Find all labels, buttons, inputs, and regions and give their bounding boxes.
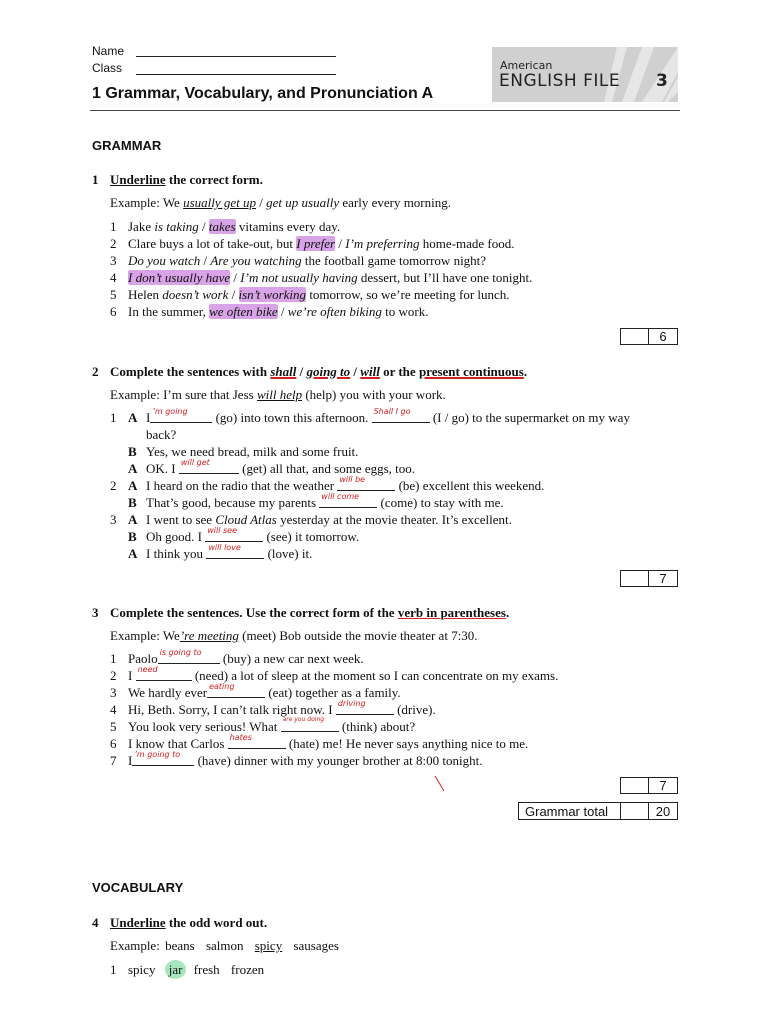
ex2-instr-pre: Complete the sentences with (110, 364, 271, 379)
ex3-blank[interactable] (132, 750, 194, 766)
ex3-instr-pre: Complete the sentences. Use the correct form of the (110, 605, 398, 620)
ex2-instr-end: . (523, 364, 528, 379)
ex4-instruction (92, 915, 267, 931)
ex1-item-sep: / (335, 236, 346, 251)
ex3-score-max: 7 (659, 778, 667, 793)
class-field[interactable] (136, 74, 336, 75)
ex1-item-sep: / (200, 253, 211, 268)
handwritten-answer: Shall I go (373, 407, 411, 416)
ex2-text: yesterday at the movie theater. It’s excellent. (276, 512, 512, 527)
ex4-word-selected[interactable]: jar (165, 960, 187, 979)
ex3-instruction (92, 605, 509, 621)
logo-big-text: ENGLISH FILE (499, 71, 621, 91)
handwritten-answer: ’m going to (134, 750, 181, 759)
ex1-option-a[interactable]: Do you watch (128, 253, 201, 268)
ex2-sep: / (350, 364, 361, 379)
ex3-item-number: 2 (110, 668, 117, 683)
ex2-keyword-will: will (360, 364, 380, 379)
ex2-keyword-going-to: going to (306, 364, 351, 379)
page-title: 1 Grammar, Vocabulary, and Pronunciation A (92, 85, 434, 102)
ex1-score-box (620, 328, 678, 345)
ex1-item-4 (110, 270, 532, 286)
ex1-example-opt2: get up usually (266, 195, 340, 210)
ex1-item-post: to work. (381, 304, 429, 319)
ex3-item-post: (buy) a new car next week. (219, 651, 364, 666)
ex2-speaker-a: A (128, 478, 138, 493)
ex4-example-word: sausages (293, 938, 339, 953)
ex2-score-max: 7 (659, 571, 667, 586)
ex2-blank[interactable] (372, 407, 430, 423)
ex1-item-pre: Clare buys a lot of take-out, but (128, 236, 297, 251)
ex2-blank[interactable] (205, 526, 263, 542)
ex2-text: (I / go) to the supermarket on my way (429, 410, 630, 425)
handwritten-answer: are you doing (282, 716, 325, 723)
ex2-line-3c (128, 543, 313, 562)
ex1-item-number: 1 (110, 219, 117, 234)
ex3-item-post: (think) about? (338, 719, 416, 734)
ex1-item-2 (110, 236, 514, 252)
ex3-item-number: 4 (110, 702, 117, 717)
header-rule (90, 110, 680, 111)
ex1-instr-underline: Underline (110, 172, 166, 187)
handwritten-answer: driving (337, 699, 366, 708)
ex1-item-pre: Jake (128, 219, 155, 234)
ex2-blank[interactable] (337, 475, 395, 491)
ex1-option-a-highlighted[interactable]: I don’t usually have (128, 270, 231, 285)
ex2-example-answer: will help (256, 387, 303, 402)
ex2-text: (come) to stay with me. (377, 495, 504, 510)
ex2-movie-title: Cloud Atlas (215, 512, 277, 527)
ex2-speaker-a: A (128, 461, 138, 476)
ex2-blank[interactable] (179, 458, 239, 474)
ex2-text: (love) it. (264, 546, 313, 561)
ex1-option-b-highlighted[interactable]: takes (208, 219, 236, 234)
ex1-example-opt1: usually get up (183, 195, 257, 210)
ex4-number: 4 (92, 915, 99, 930)
ex3-item-post: (hate) me! He never says anything nice to me. (285, 736, 529, 751)
ex1-item-post: dessert, but I’ll have one tonight. (357, 270, 533, 285)
ex2-blank[interactable] (319, 492, 377, 508)
handwritten-answer: hates (229, 733, 252, 742)
ex2-text: Oh good. I (146, 529, 206, 544)
ex2-text: (get) all that, and some eggs, too. (238, 461, 416, 476)
ex3-blank[interactable] (336, 699, 394, 715)
ex2-example (110, 387, 446, 403)
ex3-blank[interactable] (136, 665, 192, 681)
ex1-item-post: home-made food. (419, 236, 515, 251)
name-field[interactable] (136, 56, 336, 57)
ex4-instr-rest: the odd word out. (165, 915, 268, 930)
ex3-example-pre: Example: We (110, 628, 180, 643)
grammar-total-box (518, 802, 678, 820)
ex3-example-answer: ’re meeting (179, 628, 239, 643)
ex3-item-pre: We hardly ever (128, 685, 208, 700)
ex3-item-4 (110, 699, 436, 718)
english-file-logo (492, 47, 678, 102)
ex2-line-1a (110, 407, 630, 426)
ex2-keyword-shall: shall (270, 364, 297, 379)
ex3-blank[interactable] (207, 682, 265, 698)
ex1-example (110, 195, 451, 211)
ex3-item-pre: I (128, 753, 133, 768)
ex3-instr-end: . (505, 605, 510, 620)
ex3-example (110, 628, 478, 644)
ex2-keyword-present-continuous: present continuous (418, 364, 524, 379)
ex1-option-b[interactable]: I’m not usually having (240, 270, 358, 285)
ex4-instr-underline: Underline (110, 915, 166, 930)
ex2-number: 2 (92, 364, 99, 379)
grammar-total-max: 20 (655, 804, 671, 819)
ex3-item-post: (need) a lot of sleep at the moment so I can concentrate on my exams. (191, 668, 559, 683)
ex1-option-b[interactable]: we’re often biking (287, 304, 382, 319)
ex1-instr-rest: the correct form. (165, 172, 263, 187)
ex3-item-pre: I (128, 668, 136, 683)
ex1-item-6 (110, 304, 429, 320)
ex2-score-box (620, 570, 678, 587)
grammar-heading: GRAMMAR (92, 138, 162, 153)
ex3-item-pre: Paolo (128, 651, 158, 666)
class-label: Class (92, 61, 123, 75)
handwritten-answer: eating (209, 682, 235, 691)
ex3-score-box (620, 777, 678, 794)
ex1-option-b[interactable]: Are you watching (210, 253, 302, 268)
ex1-item-sep: / (198, 219, 209, 234)
ex3-item-7 (110, 750, 483, 769)
logo-small-text: American (500, 59, 553, 72)
ex3-item-number: 5 (110, 719, 117, 734)
ex2-speaker-a: A (128, 410, 138, 425)
ex1-item-number: 3 (110, 253, 117, 268)
ex2-sep: / (296, 364, 307, 379)
ex2-line-2b (128, 492, 504, 511)
ex1-item-post: the football game tomorrow night? (301, 253, 487, 268)
ex1-option-a[interactable]: is taking (154, 219, 199, 234)
ex1-item-1 (110, 219, 340, 235)
ex2-example-pre: Example: I’m sure that Jess (110, 387, 257, 402)
ex2-instruction (92, 364, 527, 380)
ex2-item-number: 2 (110, 478, 117, 493)
ex2-text: I heard on the radio that the weather (146, 478, 338, 493)
ex1-example-rest: early every morning. (339, 195, 451, 210)
ex2-blank[interactable] (150, 407, 212, 423)
ex4-item-1 (110, 962, 264, 978)
ex3-item-number: 6 (110, 736, 117, 751)
handwritten-answer: need (137, 665, 158, 674)
handwritten-answer: ’m going (152, 407, 188, 416)
ex4-example-word: salmon (205, 938, 244, 953)
ex1-option-a-highlighted[interactable]: I prefer (296, 236, 336, 251)
ex2-text: Yes, we need bread, milk and some fruit. (146, 444, 359, 459)
ex4-word[interactable]: spicy (128, 962, 156, 977)
ex2-line-1c (128, 458, 416, 477)
ex1-item-number: 6 (110, 304, 117, 319)
ex3-item-number: 7 (110, 753, 117, 768)
ex1-example-sep: / (256, 195, 267, 210)
pen-mark-icon (432, 774, 448, 794)
ex2-text: I went to see (146, 512, 216, 527)
ex1-item-post: tomorrow, so we’re meeting for lunch. (306, 287, 510, 302)
ex2-text: OK. I (146, 461, 179, 476)
ex2-item-number: 1 (110, 410, 117, 425)
ex2-line-3a (110, 512, 512, 528)
ex3-blank[interactable] (228, 733, 286, 749)
ex3-item-pre: Hi, Beth. Sorry, I can’t talk right now. I (128, 702, 336, 717)
ex3-item-pre: You look very serious! What (128, 719, 281, 734)
grammar-total-label: Grammar total (519, 803, 621, 819)
ex2-score-input[interactable] (621, 571, 649, 586)
ex4-example-label: Example: (110, 938, 160, 953)
ex2-speaker-b: B (128, 529, 137, 544)
handwritten-answer: will get (180, 458, 210, 467)
handwritten-answer: is going to (159, 648, 202, 657)
ex1-option-a-highlighted[interactable]: we often bike (209, 304, 278, 319)
ex2-text: I think you (146, 546, 207, 561)
ex1-item-number: 2 (110, 236, 117, 251)
ex1-option-b-highlighted[interactable]: isn’t working (238, 287, 307, 302)
ex2-speaker-a: A (128, 546, 138, 561)
ex3-item-number: 1 (110, 651, 117, 666)
ex1-instruction (92, 172, 263, 188)
ex2-text: (go) into town this afternoon. (212, 410, 372, 425)
ex1-item-number: 5 (110, 287, 117, 302)
ex2-speaker-b: B (128, 495, 137, 510)
ex2-speaker-a: A (128, 512, 138, 527)
ex1-item-sep: / (230, 270, 241, 285)
ex1-item-pre: Helen (128, 287, 163, 302)
ex3-instr-underlined: verb in parentheses (397, 605, 506, 620)
ex4-item-number: 1 (110, 962, 117, 977)
ex3-example-post: (meet) Bob outside the movie theater at 7:30. (238, 628, 478, 643)
ex2-text: (see) it tomorrow. (263, 529, 360, 544)
ex1-item-sep: / (228, 287, 239, 302)
ex1-item-5 (110, 287, 510, 303)
ex2-text: That’s good, because my parents (146, 495, 320, 510)
logo-number: 3 (656, 71, 668, 91)
ex1-item-number: 4 (110, 270, 117, 285)
ex1-number: 1 (92, 172, 99, 187)
handwritten-answer: will be (339, 475, 366, 484)
handwritten-answer: will love (208, 543, 241, 552)
ex4-example-word: beans (165, 938, 195, 953)
ex2-blank[interactable] (206, 543, 264, 559)
ex2-instr-mid: or the (379, 364, 419, 379)
ex3-item-post: (have) dinner with my younger brother at 8:00 tonight. (194, 753, 483, 768)
ex3-item-number: 3 (110, 685, 117, 700)
ex3-number: 3 (92, 605, 99, 620)
ex2-text: (be) excellent this weekend. (395, 478, 545, 493)
name-label: Name (92, 44, 125, 58)
handwritten-answer: will see (207, 526, 237, 535)
ex3-blank[interactable] (281, 716, 339, 732)
ex4-word[interactable]: frozen (230, 962, 265, 977)
ex3-item-post: (eat) together as a family. (265, 685, 401, 700)
ex3-blank[interactable] (158, 648, 220, 664)
ex2-line-1b (128, 444, 358, 460)
ex1-option-b[interactable]: I’m preferring (345, 236, 420, 251)
ex3-item-pre: I know that Carlos (128, 736, 228, 751)
ex3-item-post: (drive). (393, 702, 436, 717)
ex3-item-5 (110, 716, 416, 735)
ex4-example (110, 938, 339, 954)
handwritten-answer: will come (321, 492, 360, 501)
ex1-item-sep: / (277, 304, 288, 319)
ex2-speaker-b: B (128, 444, 137, 459)
ex1-option-a[interactable]: doesn’t work (162, 287, 229, 302)
grammar-total-input[interactable] (621, 803, 649, 819)
vocabulary-heading: VOCABULARY (92, 880, 184, 895)
ex1-item-post: vitamins every day. (235, 219, 341, 234)
ex2-item-number: 3 (110, 512, 117, 527)
ex4-word[interactable]: fresh (193, 962, 220, 977)
ex3-score-input[interactable] (621, 778, 649, 793)
ex1-score-max: 6 (659, 329, 667, 344)
ex1-score-input[interactable] (621, 329, 649, 344)
ex2-continuation: back? (146, 427, 177, 442)
ex1-item-3 (110, 253, 486, 269)
ex1-example-label: Example: We (110, 195, 184, 210)
ex1-item-pre: In the summer, (128, 304, 210, 319)
ex2-text: I (146, 410, 151, 425)
ex2-line-3b (128, 526, 360, 545)
ex2-example-post: (help) you with your work. (302, 387, 446, 402)
ex3-item-2 (110, 665, 559, 684)
ex4-example-word-answer: spicy (254, 938, 283, 953)
